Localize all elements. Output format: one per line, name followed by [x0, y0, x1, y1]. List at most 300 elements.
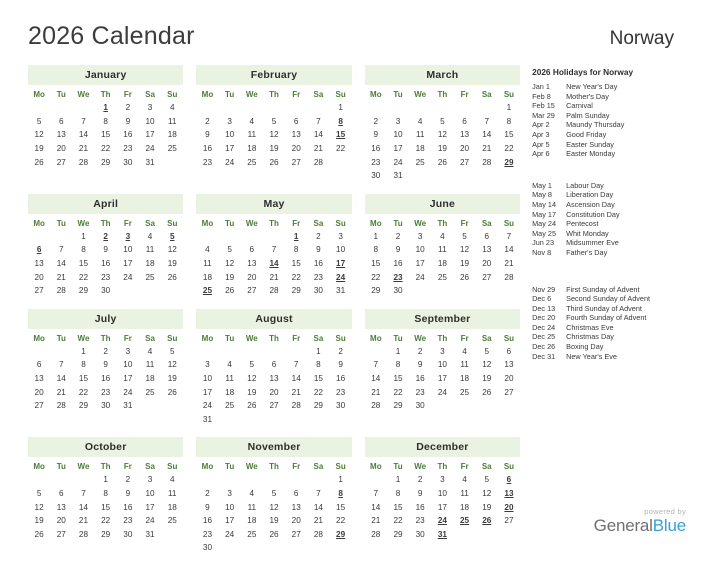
day-cell: 20: [56, 516, 66, 526]
weekday-header: Sa: [145, 462, 155, 472]
day-cell-holiday: 15: [336, 130, 346, 140]
day-cell-holiday: 29: [504, 157, 514, 167]
weekday-header: Su: [167, 90, 178, 99]
day-cell: 2: [395, 231, 401, 241]
day-cell: 6: [249, 245, 255, 255]
weekday-header: Mo: [370, 462, 382, 472]
day-cell: 23: [123, 516, 133, 526]
day-cell: 26: [269, 529, 279, 539]
day-cell: 19: [167, 374, 177, 384]
day-cell: 22: [78, 387, 89, 397]
day-cell: 1: [373, 231, 379, 241]
weekday-header: Sa: [313, 218, 324, 228]
day-cell: 11: [438, 245, 447, 255]
brand-part-general: General: [593, 516, 653, 535]
day-cell-empty: [431, 101, 453, 115]
day-cell: 7: [293, 360, 299, 370]
day-cell: 7: [271, 245, 277, 255]
day-cell: 29: [78, 401, 89, 411]
day-cell-empty: [285, 413, 307, 427]
weekday-header: Tu: [56, 333, 66, 343]
day-cell: 11: [460, 360, 469, 370]
weekday-header: Sa: [481, 462, 492, 472]
weekday-header-row: [365, 216, 520, 230]
weekday-header: Su: [335, 333, 346, 343]
holiday-row: [532, 190, 688, 200]
day-cell: 10: [123, 245, 133, 255]
day-cell: 3: [125, 346, 131, 356]
day-cell: 16: [393, 259, 403, 269]
week-row: [28, 284, 183, 298]
country-label: Norway: [609, 28, 674, 49]
day-cell: 16: [101, 374, 111, 384]
day-cell: 31: [393, 171, 403, 181]
day-cell: 16: [415, 374, 425, 384]
day-cell-empty: [196, 473, 218, 487]
day-cell: 6: [36, 360, 42, 370]
week-row: [28, 514, 183, 528]
weekday-header: Sa: [313, 333, 324, 343]
day-cell: 31: [336, 286, 346, 296]
holiday-date: Feb 15: [532, 101, 555, 111]
day-cell: 14: [78, 502, 89, 512]
week-row: [28, 115, 183, 129]
weekday-header: Sa: [145, 333, 155, 343]
weekday-header: We: [77, 218, 90, 228]
weekday-header: Su: [503, 333, 515, 343]
day-cell: 28: [291, 401, 301, 411]
day-cell-empty: [263, 101, 285, 115]
day-cell: 3: [147, 103, 153, 113]
week-row: [28, 243, 183, 257]
week-row: [28, 399, 183, 413]
holiday-name: Constitution Day: [566, 209, 620, 219]
weekday-header: Fr: [292, 333, 301, 343]
day-cell: 23: [202, 529, 212, 539]
week-row: [196, 128, 351, 142]
day-cell-holiday: 5: [169, 231, 175, 241]
day-cell: 9: [103, 245, 108, 255]
day-cell-empty: [476, 527, 498, 541]
week-row: [196, 155, 351, 169]
day-cell-empty: [307, 473, 329, 487]
week-row: [365, 284, 520, 298]
day-cell-empty: [476, 399, 498, 413]
day-cell-empty: [241, 473, 263, 487]
day-cell-holiday: 2: [103, 231, 108, 241]
day-cell: 27: [34, 286, 44, 296]
week-row: [196, 385, 351, 399]
day-cell: 2: [125, 103, 131, 113]
day-cell: 21: [371, 516, 381, 526]
day-cell: 21: [78, 144, 89, 154]
month-table: [365, 331, 520, 413]
holiday-row: [532, 219, 688, 229]
day-cell: 21: [313, 516, 323, 526]
day-cell: 6: [59, 116, 64, 126]
day-cell-empty: [329, 413, 351, 427]
day-cell: 24: [225, 157, 235, 167]
day-cell-empty: [409, 169, 431, 183]
holiday-name: Whit Monday: [566, 228, 609, 238]
day-cell: 16: [123, 130, 133, 140]
day-cell: 4: [205, 245, 210, 255]
day-cell: 17: [202, 387, 212, 397]
week-row: [28, 527, 183, 541]
holiday-date: May 1: [532, 180, 552, 190]
holiday-row: [532, 92, 688, 102]
day-cell: 24: [393, 157, 403, 167]
holiday-date: Dec 6: [532, 294, 552, 304]
holiday-row: [532, 140, 688, 150]
week-row: [365, 527, 520, 541]
week-row: [196, 358, 351, 372]
day-cell-empty: [453, 284, 475, 298]
day-cell: 19: [460, 259, 470, 269]
day-cell: 13: [291, 130, 301, 140]
week-row: [365, 128, 520, 142]
weekday-header: Th: [437, 218, 448, 228]
day-cell-holiday: 8: [338, 488, 343, 498]
week-row: [196, 500, 351, 514]
day-cell: 18: [415, 144, 425, 154]
day-cell: 23: [415, 516, 425, 526]
holiday-date: May 24: [532, 219, 557, 229]
month-table: [28, 331, 183, 413]
week-row: [28, 358, 183, 372]
holiday-row: [532, 323, 688, 333]
week-row: [365, 487, 520, 501]
day-cell: 3: [227, 488, 232, 498]
day-cell: 14: [313, 130, 323, 140]
day-cell: 27: [56, 529, 66, 539]
day-cell: 30: [393, 286, 403, 296]
day-cell: 20: [269, 387, 279, 397]
day-cell-empty: [329, 541, 351, 555]
day-cell: 12: [225, 259, 235, 269]
week-row: [365, 358, 520, 372]
day-cell: 8: [81, 245, 86, 255]
day-cell: 29: [313, 401, 323, 411]
day-cell: 11: [460, 488, 469, 498]
day-cell: 24: [145, 144, 155, 154]
weekday-header-row: [365, 331, 520, 345]
week-row: [28, 270, 183, 284]
weekday-header: Mo: [201, 462, 214, 472]
day-cell: 9: [205, 130, 210, 140]
day-cell: 9: [373, 130, 379, 140]
holiday-row: [532, 238, 688, 248]
day-cell: 2: [417, 475, 423, 485]
week-row: [196, 473, 351, 487]
day-cell: 16: [202, 516, 212, 526]
day-cell: 9: [125, 488, 131, 498]
day-cell: 11: [145, 245, 155, 255]
day-cell-empty: [263, 345, 285, 359]
week-row: [28, 487, 183, 501]
day-cell: 28: [56, 401, 66, 411]
day-cell: 7: [59, 360, 64, 370]
day-cell: 27: [291, 157, 301, 167]
day-cell: 29: [101, 157, 111, 167]
day-cell: 15: [313, 374, 323, 384]
day-cell: 18: [460, 502, 470, 512]
weekday-header: Th: [437, 90, 448, 99]
day-cell: 11: [415, 130, 425, 140]
brand-logo[interactable]: [594, 516, 686, 536]
day-cell-empty: [219, 413, 241, 427]
day-cell: 11: [225, 374, 234, 384]
day-cell: 20: [34, 272, 44, 282]
weekday-header: Fr: [460, 462, 469, 472]
day-cell: 13: [34, 374, 44, 384]
holiday-row: [532, 130, 688, 140]
weekday-header: Sa: [145, 90, 155, 99]
day-cell: 6: [462, 116, 467, 126]
weekday-header: Tu: [393, 90, 403, 99]
day-cell: 19: [34, 144, 44, 154]
weekday-header: We: [414, 218, 427, 228]
holiday-name: Third Sunday of Advent: [566, 303, 642, 313]
day-cell: 15: [78, 259, 89, 269]
day-cell: 11: [145, 360, 155, 370]
day-cell: 10: [202, 374, 212, 384]
day-cell-empty: [241, 413, 263, 427]
day-cell: 26: [34, 157, 44, 167]
day-cell: 5: [169, 346, 175, 356]
day-cell: 2: [316, 231, 321, 241]
weekday-header: Su: [335, 462, 346, 472]
day-cell: 19: [482, 502, 492, 512]
day-cell-empty: [365, 101, 387, 115]
day-cell: 20: [247, 272, 257, 282]
day-cell-empty: [498, 399, 520, 413]
day-cell: 16: [313, 259, 323, 269]
day-cell: 14: [313, 502, 323, 512]
weekday-header: We: [77, 90, 90, 99]
holiday-row: [532, 313, 688, 323]
weekday-header: Mo: [33, 462, 45, 472]
day-cell-empty: [241, 541, 263, 555]
holiday-date: May 14: [532, 199, 557, 209]
day-cell-empty: [476, 101, 498, 115]
day-cell-holiday: 23: [393, 272, 403, 282]
holiday-row: [532, 82, 688, 92]
day-cell-empty: [498, 169, 520, 183]
day-cell: 9: [205, 502, 210, 512]
weekday-header: Tu: [393, 462, 403, 472]
week-row: [365, 500, 520, 514]
day-cell: 20: [482, 259, 492, 269]
day-cell: 6: [59, 488, 64, 498]
day-cell: 10: [123, 360, 133, 370]
day-cell: 28: [56, 286, 66, 296]
week-row: [196, 230, 351, 244]
day-cell: 13: [482, 245, 492, 255]
day-cell: 20: [56, 144, 66, 154]
weekday-header: Mo: [201, 218, 214, 228]
day-cell-empty: [161, 155, 183, 169]
weekday-header: Mo: [33, 218, 45, 228]
holiday-name: Good Friday: [566, 129, 607, 139]
day-cell: 24: [123, 387, 133, 397]
month-name: July: [28, 309, 183, 329]
day-cell: 26: [247, 401, 257, 411]
week-row: [28, 155, 183, 169]
day-cell: 13: [247, 259, 257, 269]
holiday-date: Mar 29: [532, 110, 555, 120]
weekday-header: Tu: [56, 218, 66, 228]
month-name: March: [365, 65, 520, 85]
month-name: November: [196, 437, 351, 457]
day-cell: 8: [395, 360, 401, 370]
holiday-row: [532, 229, 688, 239]
holiday-row: [532, 120, 688, 130]
day-cell-empty: [453, 101, 475, 115]
day-cell: 15: [393, 374, 403, 384]
day-cell: 2: [338, 346, 343, 356]
day-cell: 22: [78, 272, 89, 282]
day-cell-empty: [263, 230, 285, 244]
day-cell: 30: [101, 401, 111, 411]
calendar-body: [28, 65, 688, 566]
day-cell: 9: [125, 116, 131, 126]
day-cell: 20: [291, 516, 301, 526]
day-cell-empty: [453, 399, 475, 413]
weekday-header: We: [245, 218, 258, 228]
day-cell: 10: [225, 130, 235, 140]
day-cell-empty: [307, 413, 329, 427]
day-cell-empty: [50, 101, 72, 115]
day-cell: 23: [336, 387, 346, 397]
day-cell: 21: [269, 272, 279, 282]
day-cell: 22: [313, 387, 323, 397]
holiday-date: Apr 6: [532, 149, 550, 159]
day-cell: 7: [81, 116, 86, 126]
day-cell-empty: [219, 541, 241, 555]
weekday-header-row: [28, 331, 183, 345]
day-cell: 5: [271, 488, 277, 498]
day-cell: 6: [506, 346, 512, 356]
day-cell-empty: [307, 101, 329, 115]
holiday-name: Palm Sunday: [566, 110, 610, 120]
day-cell: 19: [437, 144, 447, 154]
day-cell: 29: [393, 529, 403, 539]
day-cell: 5: [462, 231, 467, 241]
day-cell: 22: [371, 272, 381, 282]
day-cell-empty: [219, 230, 241, 244]
day-cell: 27: [247, 286, 257, 296]
day-cell: 31: [145, 157, 155, 167]
weekday-header: Tu: [56, 462, 66, 472]
week-row: [196, 243, 351, 257]
week-row: [365, 514, 520, 528]
holiday-name: Christmas Day: [566, 332, 614, 342]
day-cell-empty: [161, 284, 183, 298]
day-cell: 1: [81, 231, 86, 241]
holiday-name: Second Sunday of Advent: [566, 294, 651, 304]
weekday-header: Sa: [481, 333, 492, 343]
day-cell-empty: [263, 413, 285, 427]
day-cell: 25: [415, 157, 425, 167]
month-name: April: [28, 194, 183, 214]
weekday-header: Fr: [292, 462, 301, 472]
day-cell: 8: [506, 116, 512, 126]
weekday-header: Mo: [201, 90, 214, 99]
day-cell: 2: [103, 346, 108, 356]
week-row: [196, 101, 351, 115]
day-cell: 12: [34, 130, 44, 140]
day-cell-holiday: 6: [36, 245, 42, 255]
weekday-header: Su: [335, 90, 346, 99]
day-cell: 17: [393, 144, 403, 154]
day-cell-empty: [307, 541, 329, 555]
day-cell: 23: [371, 157, 381, 167]
holiday-row: [532, 149, 688, 159]
day-cell: 5: [440, 116, 445, 126]
day-cell: 11: [247, 130, 257, 140]
day-cell-empty: [285, 473, 307, 487]
day-cell: 26: [167, 272, 177, 282]
day-cell: 14: [56, 259, 66, 269]
day-cell: 27: [504, 516, 514, 526]
week-row: [365, 372, 520, 386]
day-cell: 12: [269, 130, 279, 140]
day-cell: 12: [482, 488, 492, 498]
holiday-name: Ascension Day: [566, 199, 615, 209]
day-cell: 8: [293, 245, 299, 255]
month-table: [28, 216, 183, 298]
day-cell: 21: [313, 144, 323, 154]
day-cell: 1: [81, 346, 86, 356]
day-cell: 20: [34, 387, 44, 397]
week-row: [28, 473, 183, 487]
day-cell: 9: [316, 245, 321, 255]
day-cell: 6: [293, 116, 299, 126]
day-cell: 23: [415, 387, 425, 397]
day-cell-empty: [139, 284, 161, 298]
day-cell-empty: [241, 230, 263, 244]
day-cell: 29: [371, 286, 381, 296]
day-cell: 16: [202, 144, 212, 154]
day-cell: 8: [316, 360, 321, 370]
day-cell: 22: [101, 144, 111, 154]
day-cell: 10: [437, 488, 447, 498]
month-block: [28, 437, 183, 555]
holiday-name: New Year's Eve: [566, 351, 617, 361]
day-cell-empty: [431, 284, 453, 298]
day-cell-holiday: 8: [338, 116, 343, 126]
holiday-row: [532, 210, 688, 220]
day-cell: 22: [393, 387, 403, 397]
week-row: [196, 399, 351, 413]
holiday-name: Carnival: [566, 101, 593, 111]
day-cell: 6: [271, 360, 277, 370]
day-cell: 3: [440, 346, 445, 356]
weekday-header: Th: [269, 218, 279, 228]
day-cell: 18: [167, 130, 177, 140]
day-cell: 28: [78, 157, 89, 167]
weekday-header-row: [365, 87, 520, 101]
day-cell-empty: [365, 345, 387, 359]
day-cell: 10: [393, 130, 403, 140]
day-cell: 18: [145, 259, 155, 269]
day-cell: 20: [460, 144, 470, 154]
day-cell-empty: [498, 527, 520, 541]
day-cell: 29: [291, 286, 301, 296]
day-cell-empty: [387, 101, 409, 115]
day-cell-holiday: 24: [437, 516, 447, 526]
